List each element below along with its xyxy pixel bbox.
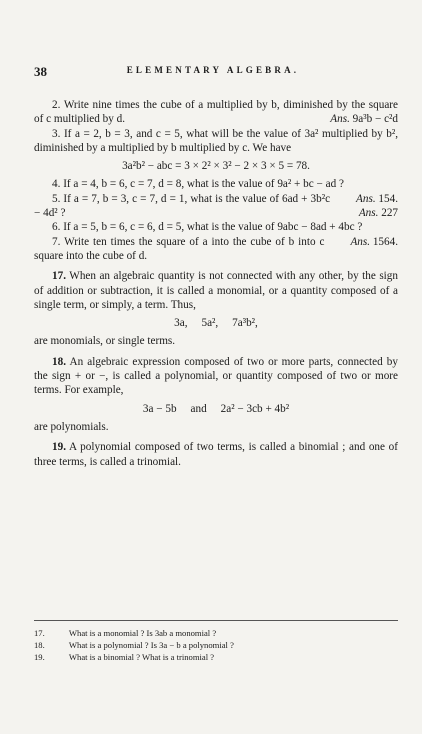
- exercise-2-answer: Ans. 9a³b − c²d: [330, 113, 398, 126]
- exercise-5-answer: Ans. 227: [358, 207, 398, 220]
- page-number: 38: [34, 64, 47, 79]
- footnote: 18. What is a polynomial ? Is 3a − b a polynomial ?: [34, 640, 234, 650]
- exercise-3-equation: 3a²b² − abc = 3 × 2² × 3² − 2 × 3 × 5 = 78.: [122, 160, 310, 173]
- article-19: [34, 440, 398, 469]
- exercise-2: [34, 98, 398, 127]
- article-18: [34, 355, 398, 398]
- footnote: 17. What is a monomial ? Is 3ab a monomial ?: [34, 628, 217, 638]
- article-19-number: 19.: [52, 441, 66, 454]
- article-17-after: are monomials, or single terms.: [34, 335, 176, 348]
- exercise-4: [34, 177, 398, 205]
- exercise-6: [34, 220, 398, 248]
- article-18-text: An algebraic expression composed of two or more parts, connected by the sign + or −, is called a polynomial, or quantity composed of two or more terms. For example,: [34, 355, 398, 397]
- footnotes: [34, 620, 398, 663]
- footnote: 19. What is a binomial ? What is a trinomial ?: [34, 652, 215, 662]
- exercise-3: 3. If a = 2, b = 3, and c = 5, what will be the value of 3a² multiplied by b², diminished by a multiplied by b multiplied by c. We have: [34, 127, 398, 154]
- article-18-examples: 3a − 5b and 2a² − 3cb + 4b²: [142, 402, 290, 415]
- article-18-after: are polynomials.: [34, 420, 109, 433]
- article-17-examples: 3a, 5a², 7a³b²,: [174, 317, 258, 330]
- exercise-4-answer: Ans. 154.: [356, 192, 398, 205]
- article-18-number: 18.: [52, 355, 66, 368]
- running-title: ELEMENTARY ALGEBRA.: [126, 65, 300, 75]
- article-19-text: A polynomial composed of two terms, is called a binomial ; and one of three terms, is called a trinomial.: [34, 441, 398, 468]
- exercise-4-text: 4. If a = 4, b = 6, c = 7, d = 8, what is the value of 9a² + bc − ad ?: [52, 178, 344, 191]
- article-17: [34, 269, 398, 312]
- exercise-7: 7. Write ten times the square of a into the cube of b into c square into the cube of d.: [34, 235, 325, 262]
- article-17-number: 17.: [52, 270, 66, 283]
- article-17-text: When an algebraic quantity is not connected with any other, by the sign of addition or subtraction, it is called a monomial, or a quantity composed of a single term, or simply, a term. Thus,: [34, 270, 398, 311]
- exercise-2-text: 2. Write nine times the cube of a multiplied by b, diminished by the square of c multiplied by d.: [34, 99, 398, 126]
- exercise-5-text: 5. If a = 7, b = 3, c = 7, d = 1, what is the value of 6ad + 3b²c − 4d² ?: [34, 192, 331, 220]
- page-body: [34, 98, 398, 469]
- page-header: [34, 64, 392, 80]
- exercise-6-answer: Ans. 1564.: [350, 235, 398, 248]
- exercise-6-text: 6. If a = 5, b = 6, c = 6, d = 5, what is the value of 9abc − 8ad + 4bc ?: [52, 221, 363, 234]
